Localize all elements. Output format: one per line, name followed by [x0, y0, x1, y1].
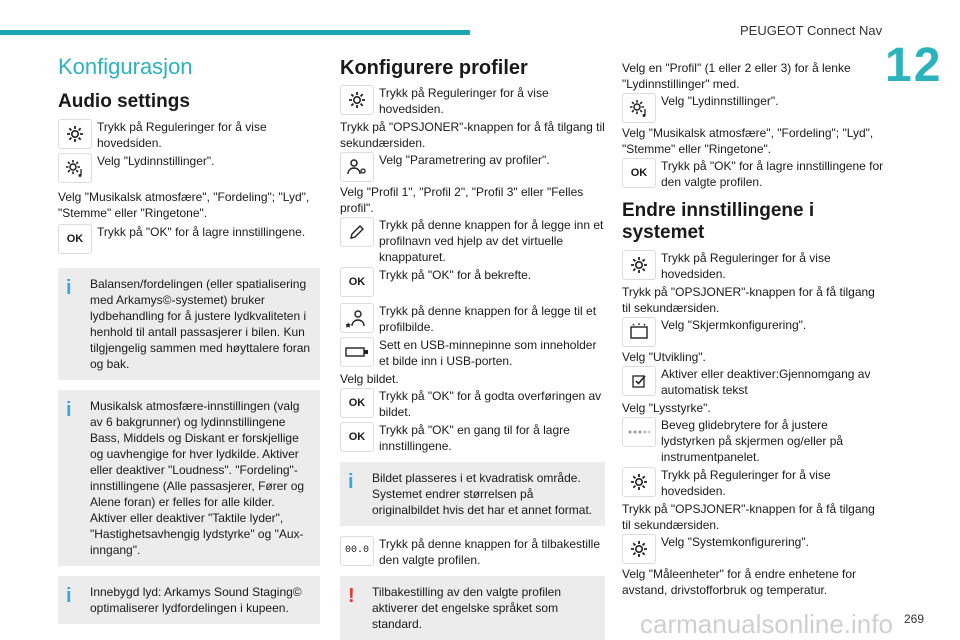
step-text: Velg "Parametrering av profiler". [379, 153, 550, 167]
warning-icon: ! [348, 585, 355, 607]
step-settings [340, 85, 605, 117]
info-icon: i [66, 277, 72, 299]
checkbox-icon [622, 366, 656, 396]
step-audio-settings [58, 153, 320, 183]
profile-settings-icon [340, 152, 374, 182]
step-text: Trykk på Reguleringer for å vise hovedsiden. [661, 251, 831, 281]
pencil-icon [340, 217, 374, 247]
info-icon: i [66, 585, 72, 607]
step-text: Trykk på denne knappen for å legge til et profilbilde. [379, 304, 597, 334]
warning-note [340, 576, 605, 640]
step-auto-text [622, 366, 884, 398]
paragraph: Velg "Utvikling". [622, 350, 706, 364]
usb-icon [340, 337, 374, 367]
step-profiles [340, 152, 605, 182]
note-text: Bildet plasseres i et kvadratisk område. Systemet endrer størrelsen på originalbildet hvis det har et annet format. [372, 471, 593, 517]
step-text: Trykk på denne knappen for å legge inn et profilnavn ved hjelp av det virtuelle knappaturet. [379, 218, 604, 264]
column-profiles [340, 55, 605, 640]
step-usb [340, 337, 605, 369]
info-icon: i [348, 471, 354, 493]
gear-icon [340, 85, 374, 115]
column-system-settings [622, 60, 884, 599]
gear-icon [622, 467, 656, 497]
ok-icon: OK [340, 267, 374, 297]
gear-icon [622, 250, 656, 280]
step-text: Beveg glidebrytere for å justere lydstyrken på skjermen og/eller på instrumentpanelet. [661, 418, 844, 464]
step-text: Trykk på "OK" en gang til for å lagre innstillingene. [379, 423, 570, 453]
step-reset [340, 536, 605, 568]
step-audio-settings [622, 93, 884, 123]
step-text: Trykk på Reguleringer for å vise hovedsiden. [661, 468, 831, 498]
paragraph: Velg "Musikalsk atmosfære", "Fordeling"; "Lyd", "Stemme" eller "Ringetone". [622, 126, 874, 156]
step-text: Velg "Skjermkonfigurering". [661, 318, 807, 332]
step-screen-config [622, 317, 884, 347]
step-slider [622, 417, 884, 465]
ok-icon: OK [622, 158, 656, 188]
step-settings [622, 467, 884, 499]
system-settings-heading: Endre innstillingene i systemet [622, 200, 815, 243]
header-accent-bar [0, 30, 470, 35]
info-note [340, 462, 605, 526]
info-note [58, 390, 320, 566]
audio-settings-heading: Audio settings [58, 91, 190, 112]
step-text: Velg "Systemkonfigurering". [661, 535, 809, 549]
step-text: Trykk på "OK" for å bekrefte. [379, 268, 532, 282]
reset-icon: 00.0 [340, 536, 374, 566]
header-title: PEUGEOT Connect Nav [740, 23, 883, 38]
step-settings [622, 250, 884, 282]
paragraph: Velg en "Profil" (1 eller 2 eller 3) for å lenke "Lydinnstillinger" med. [622, 61, 851, 91]
screen-brightness-icon [622, 317, 656, 347]
column-configuration [58, 55, 320, 634]
gear-icon [58, 119, 92, 149]
step-confirm [340, 267, 605, 297]
step-add-picture [340, 303, 605, 335]
paragraph: Trykk på "OPSJONER"-knappen for å få tilgang til sekundærsiden. [340, 120, 605, 150]
chapter-number: 12 [885, 39, 943, 92]
step-text: Trykk på "OK" for å lagre innstillingene. [97, 225, 306, 239]
note-text: Tilbakestilling av den valgte profilen aktiverer det engelske språket som standard. [372, 585, 561, 631]
slider-icon [622, 417, 656, 447]
step-text: Trykk på "OK" for å godta overføringen av bildet. [379, 389, 602, 419]
step-text: Trykk på denne knappen for å tilbakestille den valgte profilen. [379, 537, 601, 567]
gear-music-icon [622, 93, 656, 123]
page-number: 269 [903, 612, 924, 626]
step-text: Trykk på "OK" for å lagre innstillingene for den valgte profilen. [661, 159, 884, 189]
step-system-config [622, 534, 884, 564]
paragraph: Trykk på "OPSJONER"-knappen for å få tilgang til sekundærsiden. [622, 285, 875, 315]
step-text: Sett en USB-minnepinne som inneholder et bilde inn i USB-porten. [379, 338, 597, 368]
step-text: Trykk på Reguleringer for å vise hovedsiden. [379, 86, 549, 116]
step-ok [622, 158, 884, 190]
step-text: Trykk på Reguleringer for å vise hovedsiden. [97, 120, 267, 150]
step-text: Velg "Lydinnstillinger". [661, 94, 779, 108]
ok-icon: OK [340, 388, 374, 418]
note-text: Balansen/fordelingen (eller spatialisering med Arkamys©-systemet) bruker lydbehandling for å justere lydkvaliteten i henhold til antall passasjerer i bilen. Kun tilgjengelig sammen med høyttalere foran og bak. [90, 277, 311, 371]
gear-icon [622, 534, 656, 564]
paragraph: Velg "Musikalsk atmosfære", "Fordeling"; "Lyd", "Stemme" eller "Ringetone". [58, 190, 310, 220]
ok-icon: OK [58, 224, 92, 254]
step-accept [340, 388, 605, 420]
section-title: Konfigurasjon [58, 54, 193, 79]
paragraph: Velg bildet. [340, 372, 399, 386]
paragraph: Velg "Profil 1", "Profil 2", "Profil 3" eller "Felles profil". [340, 185, 584, 215]
note-text: Innebygd lyd: Arkamys Sound Staging© optimaliserer lydfordelingen i kupeen. [90, 585, 302, 615]
paragraph: Trykk på "OPSJONER"-knappen for å få tilgang til sekundærsiden. [622, 502, 875, 532]
gear-music-icon [58, 153, 92, 183]
step-text: Aktiver eller deaktiver:Gjennomgang av automatisk tekst [661, 367, 871, 397]
paragraph: Velg "Måleenheter" for å endre enhetene for avstand, drivstofforbruk og temperatur. [622, 567, 857, 597]
paragraph: Velg "Lysstyrke". [622, 401, 711, 415]
info-icon: i [66, 399, 72, 421]
info-note [58, 268, 320, 380]
info-note [58, 576, 320, 624]
note-text: Musikalsk atmosfære-innstillingen (valg av 6 bakgrunner) og lydinnstillingene Bass, Middels og Diskant er forskjellige og uavhengige for hver lydkilde. Aktiver eller deaktiver "Loudness". "Fordeling"-innstillingene (Alle passasjerer, Fører og Alene foran) er felles for alle kilder. Aktiver eller deaktiver "Taktile lyder", "Hastighetsavhengig lydstyrke" og "Aux-inngang". [90, 399, 305, 557]
step-name [340, 217, 605, 265]
profiles-heading: Konfigurere profiler [340, 57, 528, 79]
watermark: carmanualsonline.info [640, 609, 893, 639]
step-text: Velg "Lydinnstillinger". [97, 154, 215, 168]
step-ok [58, 224, 320, 254]
add-profile-picture-icon [340, 303, 374, 333]
ok-icon: OK [340, 422, 374, 452]
step-settings [58, 119, 320, 151]
step-save [340, 422, 605, 454]
